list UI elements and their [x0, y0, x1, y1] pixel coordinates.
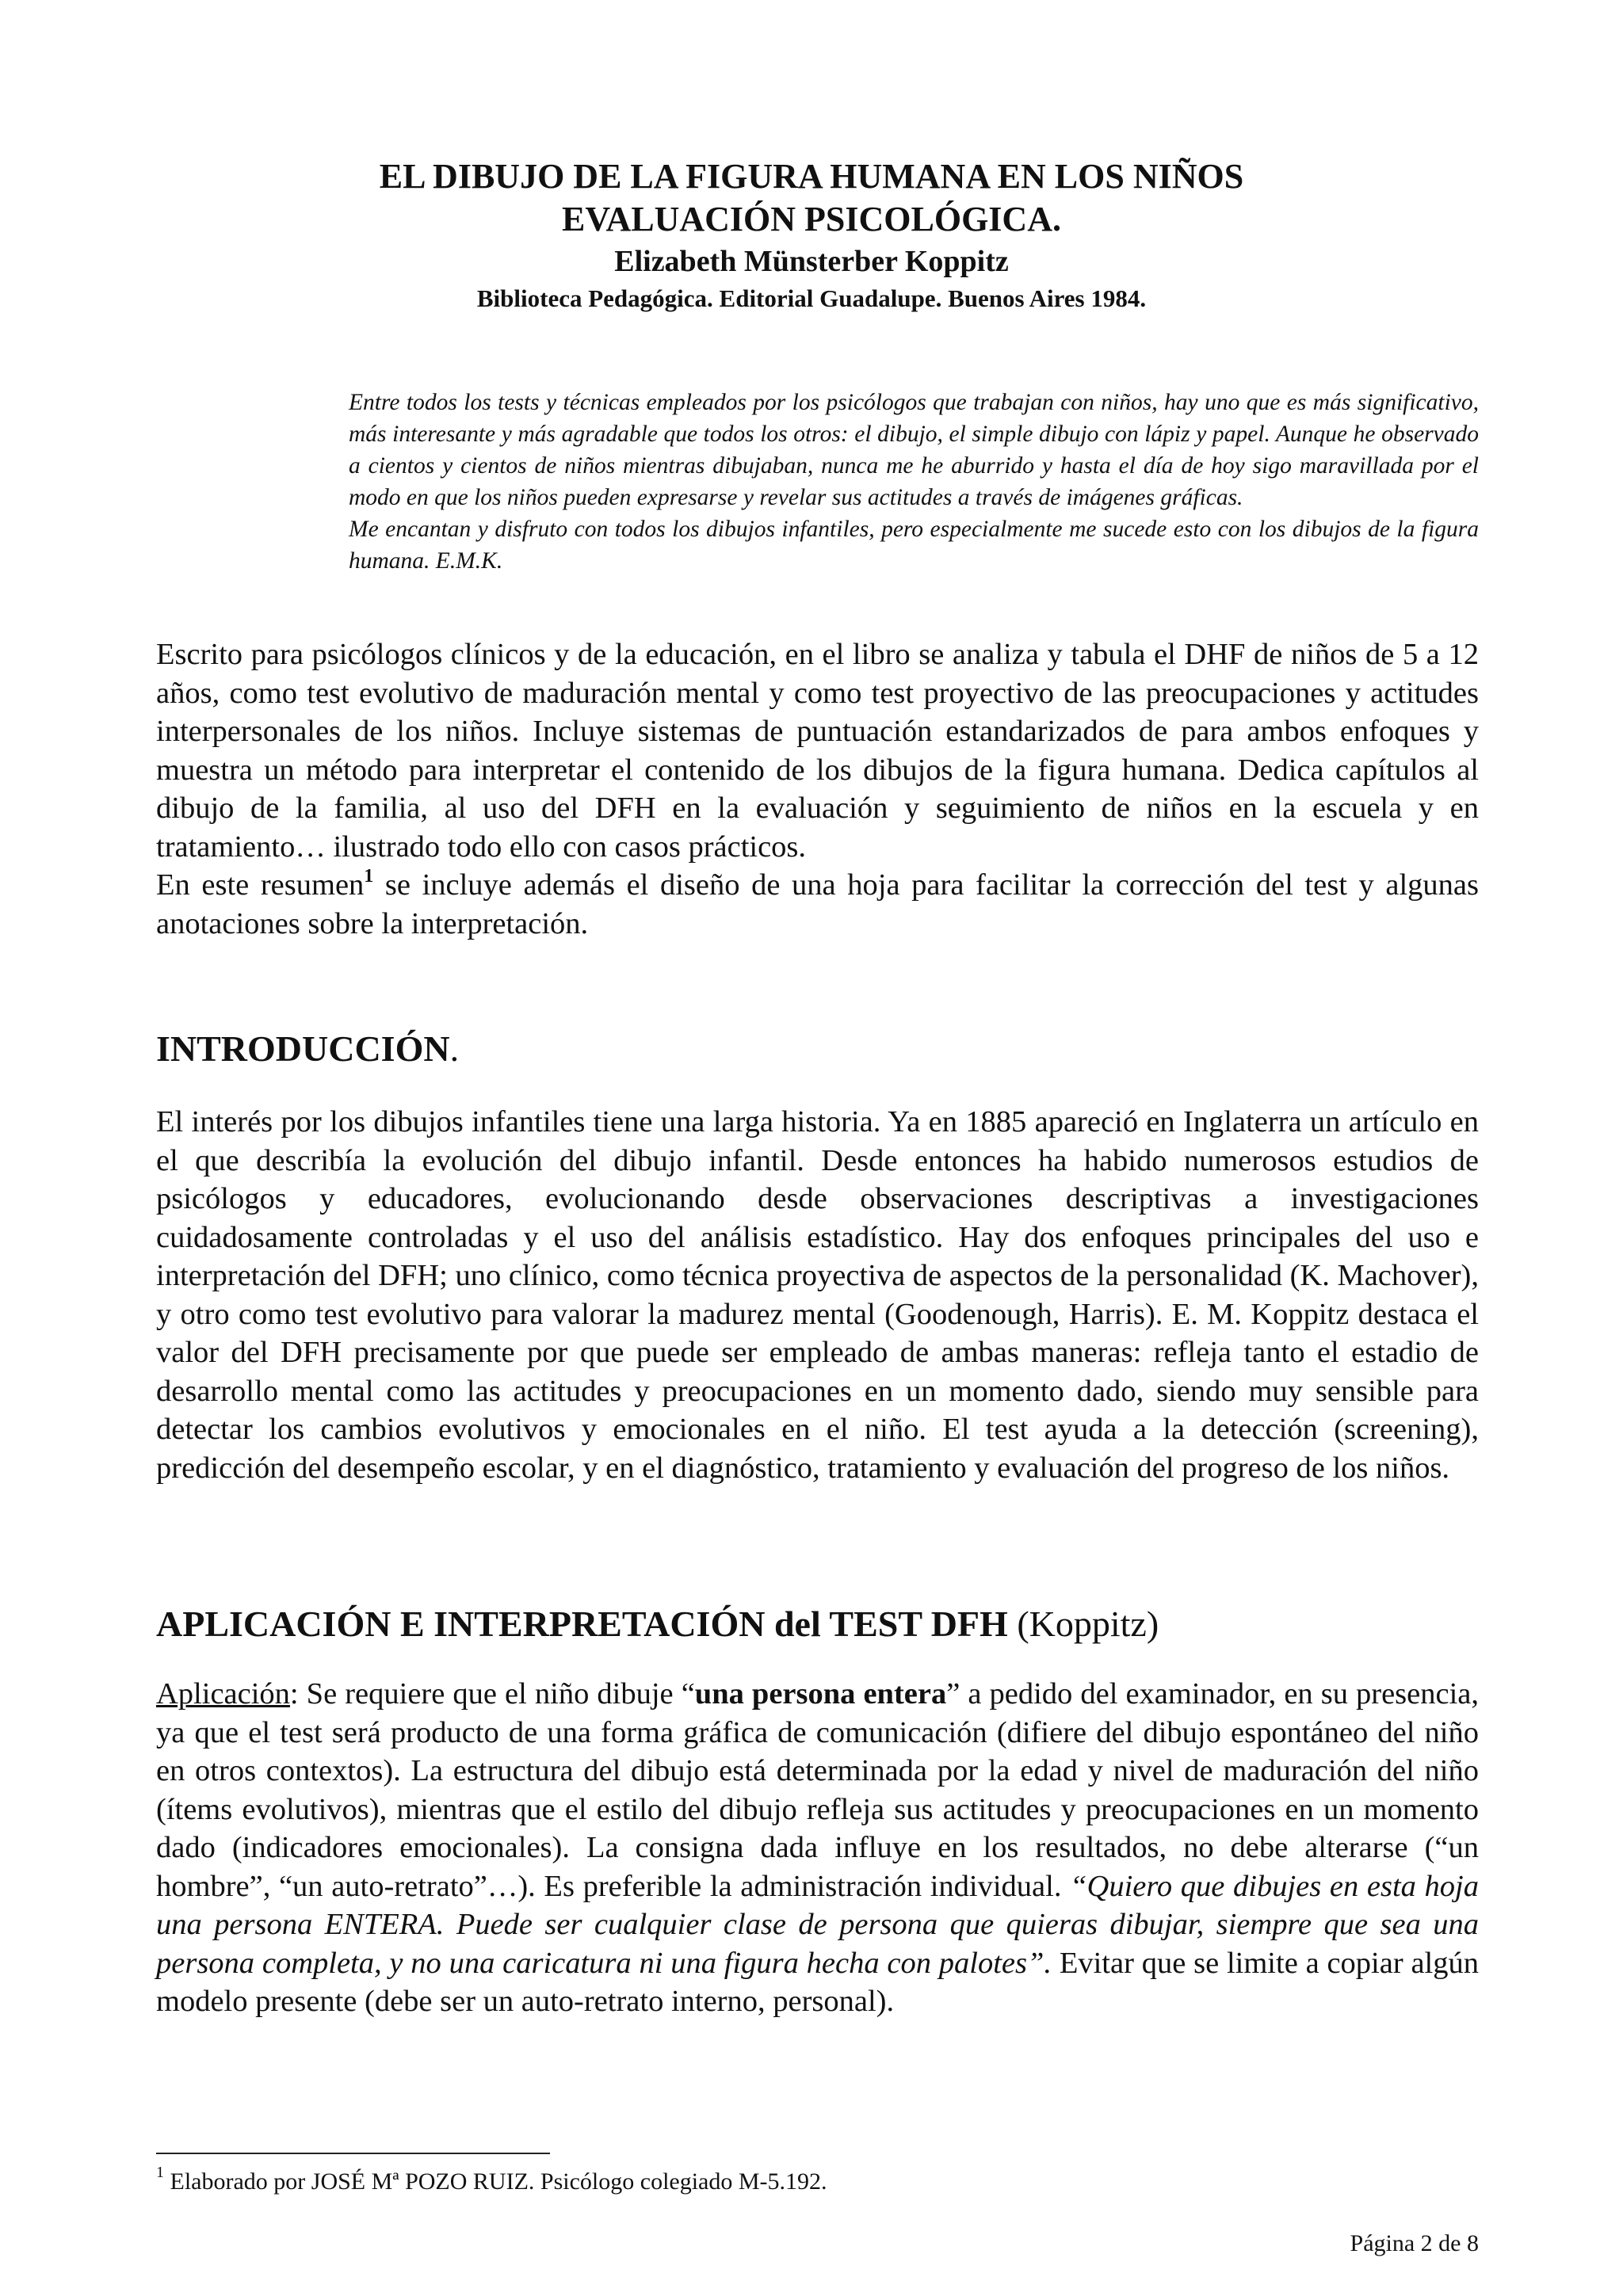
application-heading — [156, 1602, 1159, 1646]
summary-paragraph-2-end: se incluye además el diseño de una hoja para facilitar la corrección del test y algunas anotaciones sobre la interpretación. — [156, 868, 1479, 940]
footnote-text: Elaborado por JOSÉ Mª POZO RUIZ. Psicólogo colegiado M-5.192. — [164, 2168, 827, 2195]
application-text-2: ” a pedido del examinador, en su presencia, ya que el test será producto de una forma gráfica de comunicación (difiere del dibujo espontáneo del niño en otros contextos). La estructura del dibujo está determinada por la edad y nivel de maduración del niño (ítems evolutivos), mientras que el estilo del dibujo refleja sus actitudes y preocupaciones en un momento dado (indicadores emocionales). La consigna dada influye en los resultados, no debe alterarse (“un hombre”, “un auto-retrato”…). Es preferible la administración individual. — [156, 1677, 1479, 1903]
document-header — [0, 155, 1623, 315]
summary-paragraph-1: Escrito para psicólogos clínicos y de la educación, en el libro se analiza y tabula el DHF de niños de 5 a 12 años, como test evolutivo de maduración mental y como test proyectivo de las preocupaciones y actitudes interpersonales de los niños. Incluye sistemas de puntuación estandarizados de para ambos enfoques y muestra un método para interpretar el contenido de los dibujos de la figura humana. Dedica capítulos al dibujo de la familia, al uso del DFH en la evaluación y seguimiento de niños en la escuela y en tratamiento… ilustrado todo ello con casos prácticos. — [156, 638, 1479, 864]
application-italic-quote: “Quiero que dibujes en esta hoja una persona ENTERA. Puede ser cualquier clase de persona que quieras dibujar, siempre que sea una persona completa, y no una caricatura ni una figura hecha con palotes”. — [156, 1869, 1479, 1980]
introduction-heading — [156, 1027, 459, 1071]
summary-paragraph-2 — [156, 866, 1479, 943]
page-number: Página 2 de 8 — [1350, 2230, 1479, 2256]
author-name: Elizabeth Münsterber Koppitz — [614, 245, 1009, 278]
application-bold-phrase: una persona entera — [694, 1677, 947, 1711]
introduction-heading-suffix: . — [449, 1028, 460, 1069]
epigraph-paragraph-2: Me encantan y disfruto con todos los dibujos infantiles, pero especialmente me sucede esto con los dibujos de la figura humana. E.M.K. — [349, 517, 1479, 574]
application-text-3: Evitar que se limite a copiar algún modelo presente (debe ser un auto-retrato interno, personal). — [156, 1946, 1479, 2018]
title-line-2: EVALUACIÓN PSICOLÓGICA. — [562, 200, 1061, 238]
application-paragraph — [156, 1675, 1479, 2021]
footnote — [156, 2166, 827, 2198]
publication-info: Biblioteca Pedagógica. Editorial Guadalupe. Buenos Aires 1984. — [476, 284, 1147, 312]
footnote-marker: 1 — [156, 2164, 164, 2181]
epigraph-paragraph-1: Entre todos los tests y técnicas empleados por los psicólogos que trabajan con niños, hay uno que es más significativo, más interesante y más agradable que todos los otros: el dibujo, el simple dibujo con lápiz y papel. Aunque he observado a cientos y cientos de niños mientras dibujaban, nunca me he aburrido y hasta el día de hoy sigo maravillada por el modo en que los niños pueden expresarse y revelar sus actitudes a través de imágenes gráficas. — [349, 390, 1479, 510]
application-section — [156, 1675, 1479, 2021]
application-label: Aplicación — [156, 1677, 290, 1711]
epigraph-quote — [349, 387, 1479, 577]
application-text-1: : Se requiere que el niño dibuje “ — [289, 1677, 695, 1711]
application-heading-suffix: (Koppitz) — [1007, 1604, 1159, 1644]
introduction-heading-text: INTRODUCCIÓN — [156, 1028, 450, 1069]
footnote-reference[interactable]: 1 — [364, 866, 374, 887]
application-heading-text: APLICACIÓN E INTERPRETACIÓN del TEST DFH — [156, 1604, 1008, 1644]
introduction-section — [156, 1103, 1479, 1487]
summary-paragraph-2-start: En este resumen — [156, 868, 365, 902]
title-line-1: EL DIBUJO DE LA FIGURA HUMANA EN LOS NIÑOS — [379, 157, 1244, 196]
footnote-divider — [156, 2153, 550, 2154]
summary-section — [156, 635, 1479, 943]
introduction-paragraph: El interés por los dibujos infantiles tiene una larga historia. Ya en 1885 apareció en Inglaterra un artículo en el que describía la evolución del dibujo infantil. Desde entonces ha habido numerosos estudios de psicólogos y educadores, evolucionando desde observaciones descriptivas a investigaciones cuidadosamente controladas y el uso del análisis estadístico. Hay dos enfoques principales del uso e interpretación del DFH; uno clínico, como técnica proyectiva de aspectos de la personalidad (K. Machover), y otro como test evolutivo para valorar la madurez mental (Goodenough, Harris). E. M. Koppitz destaca el valor del DFH precisamente por que puede ser empleado de ambas maneras: refleja tanto el estadio de desarrollo mental como las actitudes y preocupaciones en un momento dado, siendo muy sensible para detectar los cambios evolutivos y emocionales en el niño. El test ayuda a la detección (screening), predicción del desempeño escolar, y en el diagnóstico, tratamiento y evaluación del progreso de los niños. — [156, 1105, 1479, 1485]
